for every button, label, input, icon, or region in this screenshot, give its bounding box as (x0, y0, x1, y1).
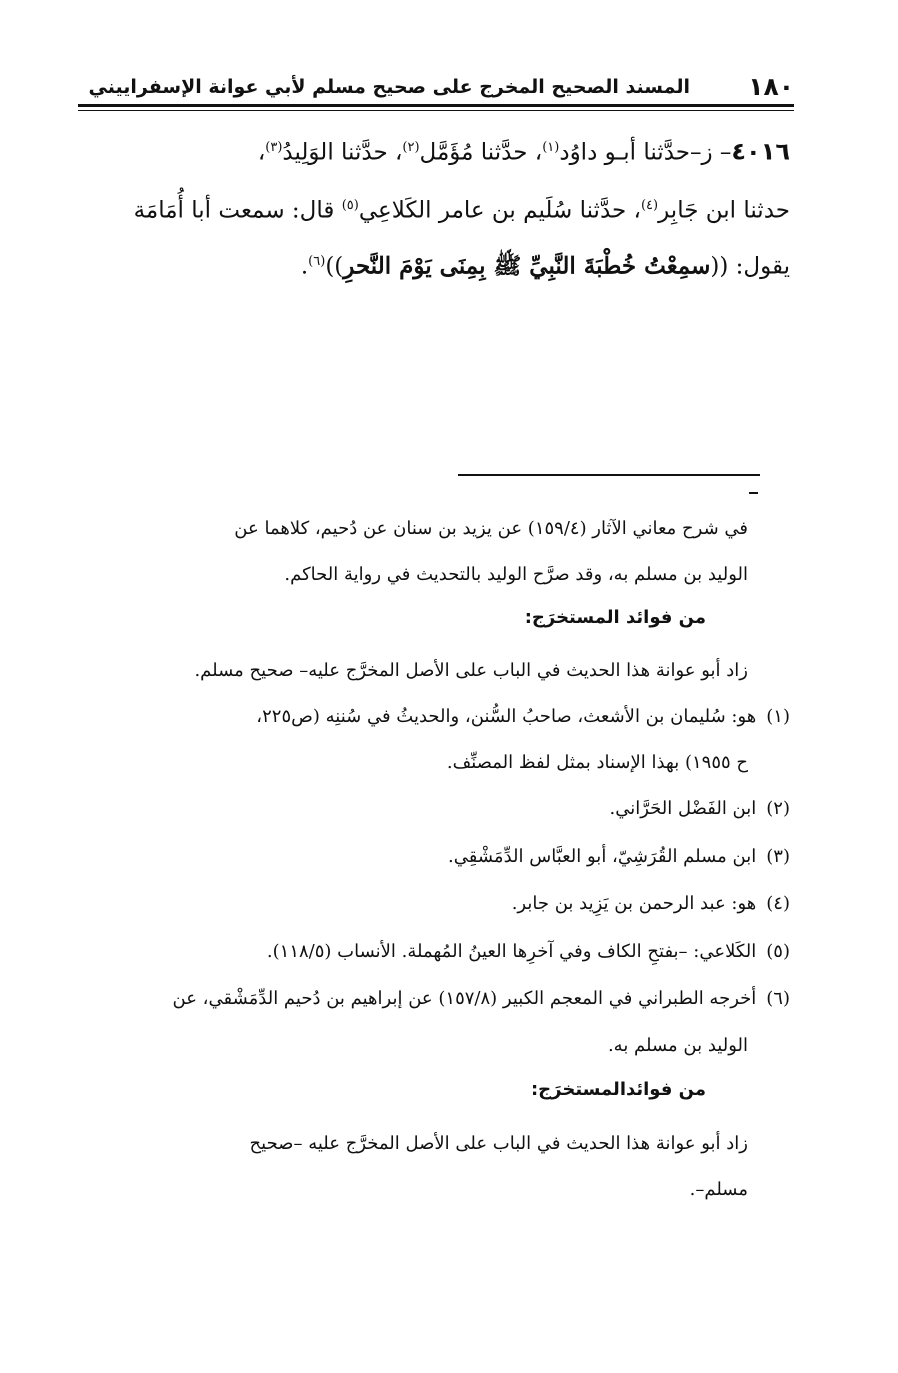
footnote-continuation-line: الوليد بن مسلم به، وقد صرَّح الوليد بالتحديث في رواية الحاكم. (284, 564, 748, 585)
footnote-marker: (١) (542, 140, 560, 155)
hadith-text: يقول: (( (710, 253, 790, 280)
hadith-matn: سمِعْتُ خُطْبَةَ النَّبِيِّ ﷺ بِمِنَى يَوْمَ النَّحرِ (343, 252, 711, 280)
footnote-text: ابن مسلم القُرَشِيّ، أبو العبَّاس الدِّمَشْقِي. (448, 846, 757, 867)
footnote-separator (458, 474, 760, 476)
header-rule (78, 104, 794, 107)
benefits-heading: من فوائد المستخرَج: (524, 607, 706, 628)
footnote-text: هو: عبد الرحمن بن يَزِيد بن جابر. (511, 893, 757, 914)
footnote-item-continuation: ح ١٩٥٥) بهذا الإسناد بمثل لفظ المصنِّف. (446, 752, 748, 773)
hadith-text: ، (257, 139, 266, 166)
book-title: المسند الصحيح المخرج على صحيح مسلم لأبي عوانة الإسفراييني (88, 76, 690, 98)
footnote-marker: (٤) (640, 198, 659, 213)
hadith-text: ، حدَّثنا الوَلِيدُ (282, 139, 403, 166)
hadith-text: قال: سمعت أبا أُمَامَة (133, 197, 342, 224)
footnote-text: ابن الفَضْل الحَرَّاني. (609, 798, 757, 819)
running-header (78, 70, 794, 104)
hadith-line-1 (258, 128, 790, 173)
footnote-marker: (٥) (341, 198, 359, 213)
footnote-item (512, 887, 790, 921)
hadith-text: حدثنا ابن جَابِر (658, 197, 790, 224)
footnote-label: (٢) (766, 798, 790, 819)
hadith-text: – ز–حدَّثنا أبـو داوُد (559, 139, 732, 166)
footnote-marker: (٣) (265, 140, 283, 155)
benefits-text: زاد أبو عوانة هذا الحديث في الباب على الأصل المخرَّج عليه –صحيح (249, 1133, 748, 1154)
hadith-line-2 (134, 186, 790, 231)
hadith-text: ، حدَّثنا مُؤَمَّل (419, 139, 543, 166)
footnote-item (267, 935, 790, 969)
footnote-marker: (٦) (308, 254, 326, 269)
footnote-label: (٤) (766, 893, 790, 914)
hadith-text: ، حدَّثنا سُلَيم بن عامر الكَلاعِي (358, 197, 641, 224)
footnote-label: (١) (766, 706, 790, 727)
footnote-text: أخرجه الطبراني في المعجم الكبير (١٥٧/٨) عن إبراهيم بن دُحيم الدِّمَشْقي، عن (172, 988, 757, 1009)
footnote-continuation-line: في شرح معاني الآثار (١٥٩/٤) عن يزيد بن سنان عن دُحيم، كلاهما عن (234, 518, 748, 539)
footnote-item-continuation: الوليد بن مسلم به. (607, 1035, 748, 1056)
header-rule-thin (78, 110, 794, 111)
footnote-item (448, 840, 790, 874)
footnote-marker: (٢) (402, 140, 420, 155)
footnote-label: (٣) (766, 846, 790, 867)
footnote-label: (٦) (766, 988, 790, 1009)
page-number: ١٨٠ (748, 72, 794, 101)
footnote-item (610, 792, 791, 826)
footnote-item (256, 700, 790, 734)
hadith-number: ٤٠١٦ (731, 137, 790, 166)
hadith-text: . (300, 253, 309, 280)
footnote-item (173, 982, 791, 1016)
hadith-line-3 (301, 242, 790, 287)
hadith-text: )) (325, 253, 344, 280)
benefits-heading: من فوائدالمستخرَج: (530, 1079, 706, 1100)
benefits-text-continuation: مسلم–. (689, 1179, 748, 1200)
continuation-mark (749, 492, 758, 494)
benefits-text: زاد أبو عوانة هذا الحديث في الباب على الأصل المخرَّج عليه– صحيح مسلم. (194, 660, 748, 681)
footnote-label: (٥) (766, 941, 790, 962)
footnote-text: الكَلاعي: –بفتحِ الكاف وفي آخرِها العينُ المُهملة. الأنساب (١١٨/٥). (266, 941, 757, 962)
footnote-text: هو: سُليمان بن الأشعث، صاحبُ السُّنن، والحديثُ في سُننِه (ص٢٢٥، (256, 706, 757, 727)
